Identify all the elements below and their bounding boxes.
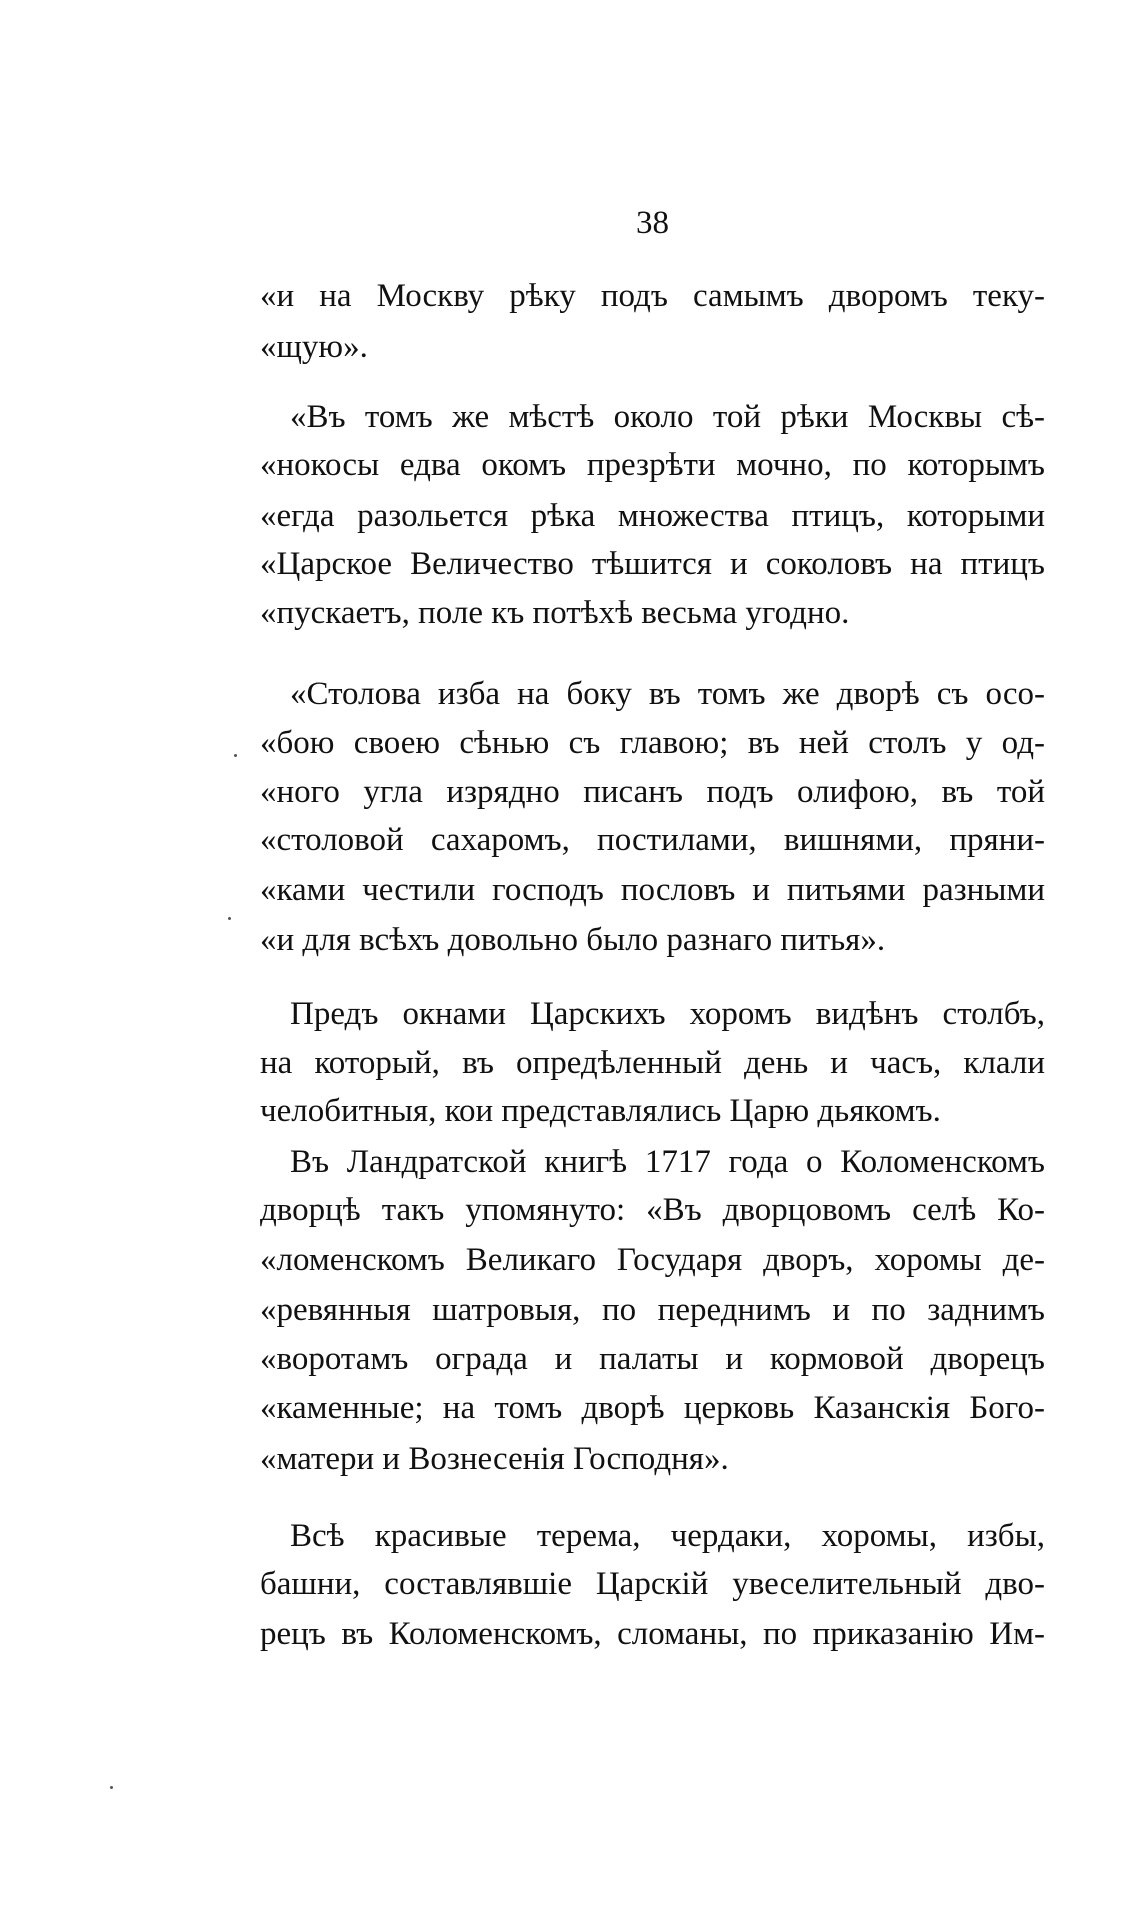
text-line: «Царское Величество тѣшится и соколовъ на птицъ [260,546,1045,582]
text-line: «бою своею сѣнью съ главою; въ ней столъ у од- [260,725,1045,761]
text-line: рецъ въ Коломенскомъ, сломаны, по приказанію Им- [260,1616,1045,1652]
text-line: Въ Ландратской книгѣ 1717 года о Коломенскомъ [290,1144,1045,1180]
text-line: «ного угла изрядно писанъ подъ олифою, въ той [260,774,1045,810]
text-line: челобитныя, кои представлялись Царю дьякомъ. [260,1093,941,1129]
text-line: «матери и Вознесенія Господня». [260,1441,729,1477]
text-line: «ломенскомъ Великаго Государя дворъ, хоромы де- [260,1242,1045,1278]
text-line: «ревянныя шатровыя, по переднимъ и по заднимъ [260,1292,1045,1328]
scan-speck [110,1786,113,1789]
text-line: дворцѣ такъ упомянуто: «Въ дворцовомъ селѣ Ко- [260,1192,1045,1228]
text-line: «и на Москву рѣку подъ самымъ дворомъ теку- [260,278,1045,314]
text-line: «столовой сахаромъ, постилами, вишнями, пряни- [260,822,1045,858]
text-line: «ками честили господъ пословъ и питьями разными [260,872,1045,908]
scan-speck [228,917,231,920]
text-line: на который, въ опредѣленный день и часъ, клали [260,1045,1045,1081]
text-line: «щую». [260,329,368,365]
text-line: Предъ окнами Царскихъ хоромъ видѣнъ столбъ, [290,996,1045,1032]
text-line: «егда разольется рѣка множества птицъ, которыми [260,498,1045,534]
text-line: башни, составлявшіе Царскій увеселительный дво- [260,1566,1045,1602]
text-line: Всѣ красивые терема, чердаки, хоромы, избы, [290,1518,1045,1554]
text-line: «каменные; на томъ дворѣ церковь Казанскія Бого- [260,1390,1045,1426]
scan-speck [234,754,237,757]
page-number: 38 [636,205,669,241]
text-line: «воротамъ ограда и палаты и кормовой дворецъ [260,1341,1045,1377]
text-line: «и для всѣхъ довольно было разнаго питья». [260,922,886,958]
text-line: «нокосы едва окомъ презрѣти мочно, по которымъ [260,447,1045,483]
text-line: «Столова изба на боку въ томъ же дворѣ съ осо- [290,676,1045,712]
text-line: «Въ томъ же мѣстѣ около той рѣки Москвы сѣ- [290,399,1045,435]
text-line: «пускаетъ, поле къ потѣхѣ весьма угодно. [260,595,850,631]
